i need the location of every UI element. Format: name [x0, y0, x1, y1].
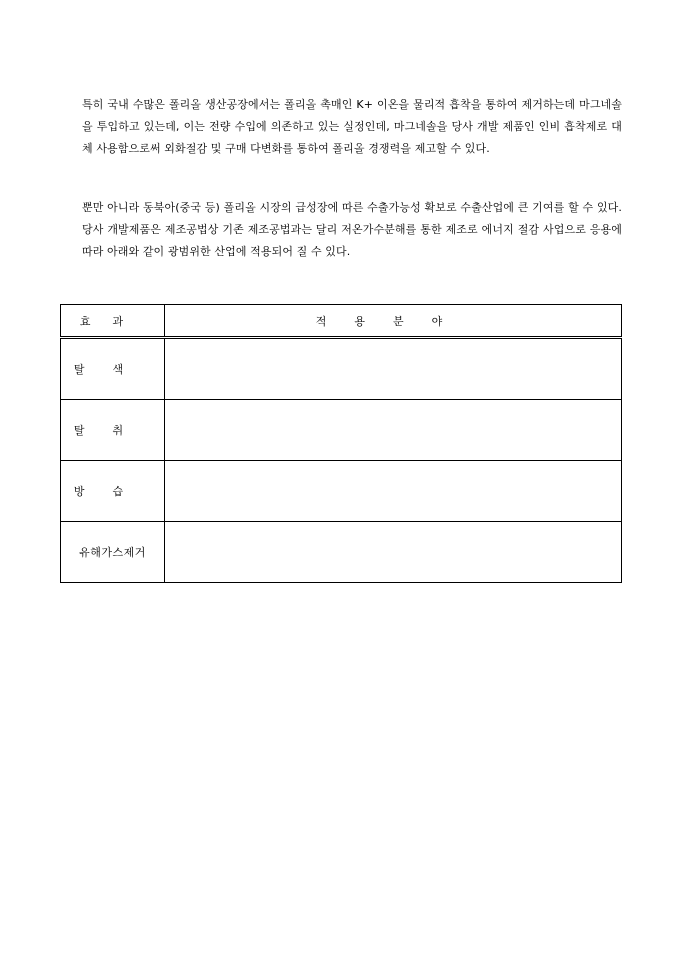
header-effect: 효과 — [61, 305, 165, 338]
application-cell — [165, 400, 622, 461]
table-row — [61, 400, 622, 461]
table-header-row — [61, 305, 622, 338]
paragraph-intro: 특히 국내 수많은 폴리올 생산공장에서는 폴리올 촉매인 K+ 이온을 물리적 흡착을 통하여 제거하는데 마그네솔을 투입하고 있는데, 이는 전량 수입에 의존하고 있는 실정인데, 마그네솔을 당사 개발 제품인 인비 흡착제로 대체 사용함으로써 외화절감 및 구매 다변화를 통하여 폴리올 경쟁력을 제고할 수 있다. — [82, 98, 622, 155]
table-row — [61, 338, 622, 400]
header-application: 적용분야 — [165, 305, 622, 338]
application-cell — [165, 461, 622, 522]
effect-cell-harmful-gas-removal: 유해가스제거 — [61, 522, 165, 583]
effect-cell-moisture-proofing: 방습 — [61, 461, 165, 522]
effect-cell-deodorization: 탈취 — [61, 400, 165, 461]
paragraph-export: 뿐만 아니라 동북아(중국 등) 폴리올 시장의 급성장에 따른 수출가능성 확보로 수출산업에 큰 기여를 할 수 있다. 당사 개발제품은 제조공법상 기존 제조공법과는 달리 저온가수분해를 통한 제조로 에너지 절감 사업으로 응용에 따라 아래와 같이 광범위한 산업에 적용되어 질 수 있다. — [82, 201, 622, 258]
application-cell — [165, 338, 622, 400]
effects-table — [60, 304, 622, 583]
application-cell — [165, 522, 622, 583]
table-row — [61, 522, 622, 583]
table-row — [61, 461, 622, 522]
effect-cell-decolorization: 탈색 — [61, 338, 165, 400]
